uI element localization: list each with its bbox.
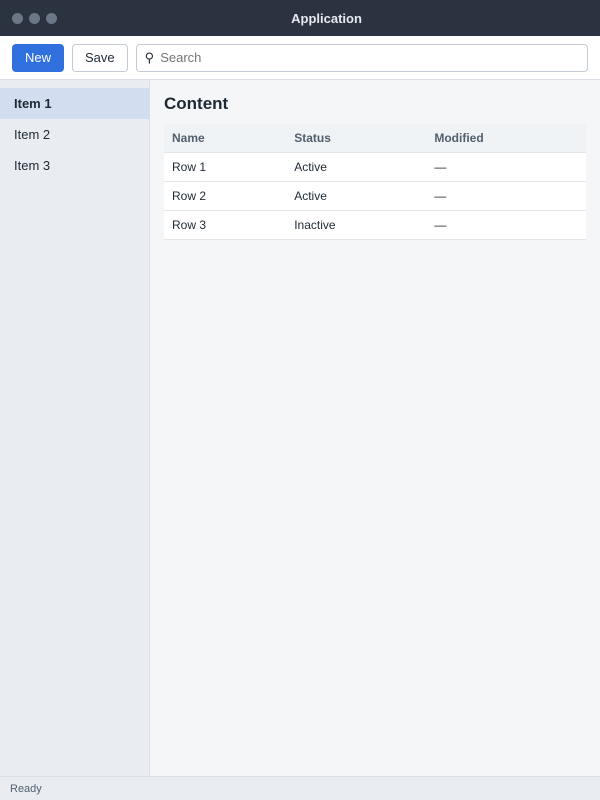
sidebar-item[interactable]: Item 3 [14,158,51,173]
status-text: Ready [10,782,42,795]
sidebar-item[interactable]: Item 1 [0,88,149,119]
table-cell: Active [286,153,426,182]
table-cell: Row 1 [164,153,286,182]
column-header[interactable]: Modified [426,124,586,153]
close-window-button[interactable] [12,13,23,24]
toolbar [0,36,600,80]
save-button[interactable]: Save [72,44,128,72]
window-controls [12,13,57,24]
table-cell: — [426,182,586,211]
table-cell: Row 2 [164,182,286,211]
status-bar [0,776,600,800]
table-row[interactable] [164,182,586,211]
search-icon: ⚲ [144,49,155,65]
table-row[interactable] [164,211,586,240]
table-cell: — [426,153,586,182]
search-input[interactable] [160,50,579,65]
sidebar-item[interactable]: Item 2 [14,127,51,142]
app-body [0,80,600,776]
title-bar [0,0,600,36]
table-row[interactable] [164,153,586,182]
column-header[interactable]: Status [286,124,426,153]
table-cell: Active [286,182,426,211]
column-header[interactable]: Name [164,124,286,153]
window-title: Application [291,10,362,26]
maximize-window-button[interactable] [46,13,57,24]
table-cell: Row 3 [164,211,286,240]
main-panel [150,80,600,776]
new-button[interactable]: New [12,44,64,72]
sidebar [0,80,150,776]
search-box [136,44,588,72]
data-table [164,124,586,240]
page-title: Content [164,94,229,113]
table-cell: Inactive [286,211,426,240]
minimize-window-button[interactable] [29,13,40,24]
table-cell: — [426,211,586,240]
table-header-row [164,124,586,153]
